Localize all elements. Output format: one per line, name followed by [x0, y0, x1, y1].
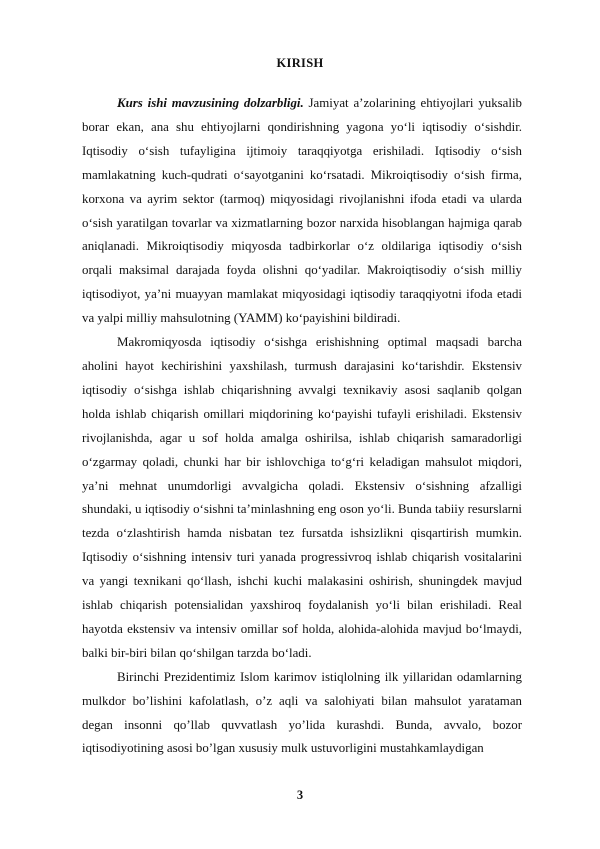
page-title: KIRISH — [276, 56, 324, 70]
paragraph-president: Birinchi Prezidentimiz Islom karimov istiqlolning ilk yillaridan odamlarning mulkdor bo’lishini kafolatlash, o’z aqli va salohiyati bilan mahsulot yarataman degan insonni qo’llab quvvatlash yo’lida kurashdi. Bunda, avvalo, bozor iqtisodiyotining asosi bo’lgan xususiy mulk ustuvorligini mustahkamlaydigan — [82, 669, 522, 756]
paragraph-relevance — [82, 92, 522, 331]
paragraph-text: Jamiyat a’zolarining ehtiyojlari yuksalib borar ekan, ana shu ehtiyojlarni qondirishning yagona yo‘li iqtisodiy o‘sishdir. Iqtisodiy o‘sish tufayligina ijtimoiy taraqqiyotga erishiladi. Iqtisodiy o‘sish mamlakatning kuch-qudrati o‘sayotganini ko‘rsatadi. Mikroiqtisodiy o‘sish firma, korxona va ayrim sektor (tarmoq) miqyosidagi rivojlanishni ifoda etadi va ularda o‘sish yaratilgan tovarlar va xizmatlarning bozor narxida hisoblangan hajmiga qarab aniqlanadi. Mikroiqtisodiy miqyosda tadbirkorlar o‘z oldilariga iqtisodiy o‘sish orqali maksimal darajada foyda olishni qo‘yadilar. Makroiqtisodiy o‘sish milliy iqtisodiyot, ya’ni muayyan mamlakat miqyosidagi iqtisodiy taraqqiyotni ifoda etadi va yalpi milliy mahsulotning (YAMM) ko‘payishini bildiradi. — [82, 96, 523, 326]
paragraph-growth-types: Makromiqyosda iqtisodiy o‘sishga erishishning optimal maqsadi barcha aholini hayot kechirishini yaxshilash, turmush darajasini ko‘tarishdir. Ekstensiv iqtisodiy o‘sishga ishlab chiqarishning avvalgi texnikaviy asosi saqlanib qolgan holda ishlab chiqarish omillari miqdorining ko‘payishi tufayli erishiladi. Ekstensiv rivojlanishda, agar u sof holda amalga oshirilsa, ishlab chiqarish samaradorligi o‘zgarmay qoladi, chunki har bir ishlovchiga to‘g‘ri keladigan mahsulot miqdori, ya’ni mehnat unumdorligi avvalgicha qoladi. Ekstensiv o‘sishning afzalligi shundaki, u iqtisodiy o‘sishni ta’minlashning eng oson yo‘li. Bunda tabiiy resurslarni tezda o‘zlashtirish hamda nisbatan tez fursatda ishsizlikni qisqartirish mumkin. Iqtisodiy o‘sishning intensiv turi yanada progressivroq ishlab chiqarish vositalarini va yangi texnikani qo‘llash, ishchi kuchi malakasini oshirish, shuningdek mavjud ishlab chiqarish potensialidan yaxshiroq foydalanish yo‘li bilan erishiladi. Real hayotda ekstensiv va intensiv omillar sof holda, alohida-alohida mavjud bo‘lmaydi, balki bir-biri bilan qo‘shilgan tarzda bo‘ladi. — [82, 335, 522, 660]
page-number: 3 — [296, 788, 304, 802]
document-body — [82, 92, 522, 761]
paragraph-lead: Kurs ishi mavzusining dolzarbligi. — [117, 96, 304, 110]
